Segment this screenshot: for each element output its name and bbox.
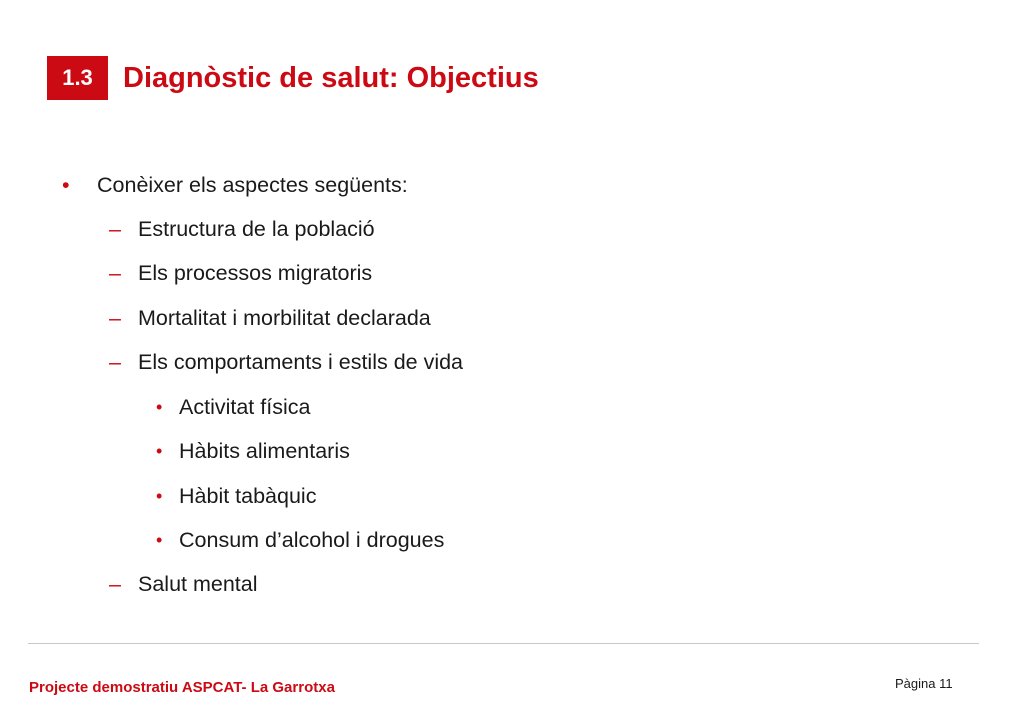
dash-marker: – bbox=[109, 261, 121, 285]
page-number: Pàgina 11 bbox=[895, 676, 953, 691]
list-item-text: Conèixer els aspectes següents: bbox=[97, 173, 408, 197]
bullet-marker: • bbox=[62, 173, 70, 197]
footer-divider bbox=[28, 643, 979, 644]
bullet-marker: • bbox=[156, 397, 163, 417]
list-item-text: Els comportaments i estils de vida bbox=[138, 350, 464, 374]
slide-title: Diagnòstic de salut: Objectius bbox=[123, 62, 539, 94]
dash-marker: – bbox=[109, 572, 121, 596]
list-item bbox=[109, 258, 373, 288]
list-item bbox=[156, 525, 445, 555]
list-item-text: Hàbits alimentaris bbox=[179, 439, 350, 463]
list-item bbox=[156, 436, 350, 466]
footer-project-name: Projecte demostratiu ASPCAT- La Garrotxa bbox=[29, 679, 335, 696]
dash-marker: – bbox=[109, 306, 121, 330]
list-item bbox=[109, 303, 431, 333]
section-number-badge: 1.3 bbox=[47, 56, 108, 100]
list-item-text: Salut mental bbox=[138, 572, 258, 596]
bullet-marker: • bbox=[156, 530, 163, 550]
list-item bbox=[156, 481, 317, 511]
list-item-text: Mortalitat i morbilitat declarada bbox=[138, 306, 431, 330]
list-item bbox=[109, 214, 375, 244]
bullet-marker: • bbox=[156, 486, 163, 506]
bullet-marker: • bbox=[156, 441, 163, 461]
list-item bbox=[62, 170, 408, 200]
list-item bbox=[156, 392, 311, 422]
list-item-text: Els processos migratoris bbox=[138, 261, 373, 285]
list-item-text: Activitat física bbox=[179, 395, 311, 419]
list-item-text: Estructura de la població bbox=[138, 217, 375, 241]
dash-marker: – bbox=[109, 350, 121, 374]
list-item bbox=[109, 347, 464, 377]
list-item-text: Consum d’alcohol i drogues bbox=[179, 528, 445, 552]
list-item-text: Hàbit tabàquic bbox=[179, 484, 317, 508]
dash-marker: – bbox=[109, 217, 121, 241]
list-item bbox=[109, 569, 258, 599]
